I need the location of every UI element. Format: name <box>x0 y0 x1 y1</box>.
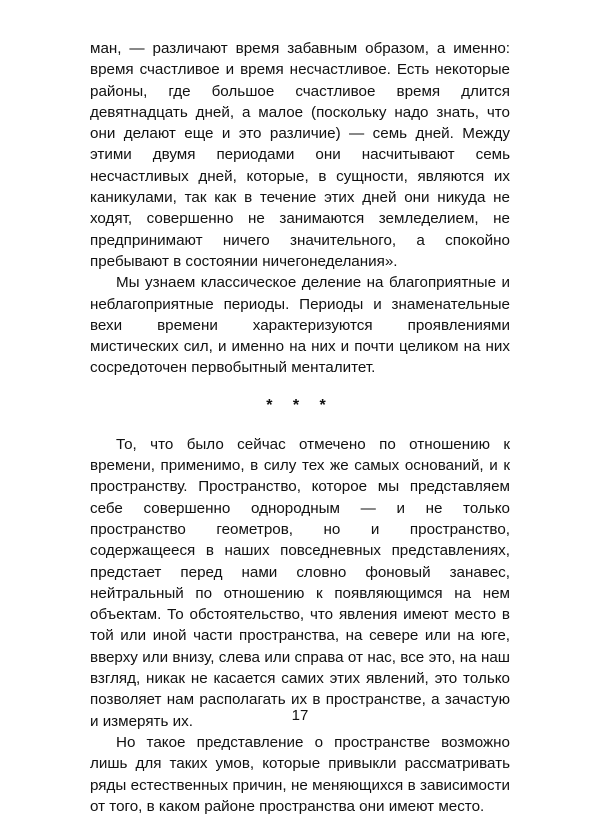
paragraph-continued: ман, — различают время забавным образом, а именно: время счастливое и время несчастливое. Есть некоторые районы, где большое счастливое время длится девятнадцать дней, а малое (поскольку надо знать, что они делают еще и это различие) — семь дней. Между этими двумя периодами они насчитывают семь несчастливых дней, которые, в сущности, являются их каникулами, так как в течение этих дней они никуда не ходят, совершенно не занимаются земледелием, не предпринимают ничего значительного, а спокойно пребывают в состоянии ничегонеделания». <box>90 40 510 270</box>
paragraph: Но такое представление о пространстве возможно лишь для таких умов, которые привыкли рассматривать ряды естественных причин, не меняющихся в зависимости от того, в каком районе пространства они имеют место. <box>90 733 510 815</box>
paragraph: Мы узнаем классическое деление на благоприятные и неблагоприятные периоды. Периоды и знаменательные вехи времени характеризуются проявлениями мистических сил, и именно на них и почти целиком на них сосредоточен первобытный менталитет. <box>90 274 510 377</box>
section-separator: * * * <box>266 396 334 414</box>
page-number: 17 <box>291 707 309 724</box>
book-page <box>90 38 510 817</box>
paragraph: То, что было сейчас отмечено по отношению к времени, применимо, в силу тех же самых оснований, и к пространству. Пространство, которое мы представляем себе совершенно однородным — и не только пространство геометров, но и пространство, содержащееся в наших повседневных представлениях, предстает перед нами словно фоновый занавес, нейтральный по отношению к появляющимся на нем объектам. То обстоятельство, что явления имеют место в той или иной части пространства, на севере или на юге, вверху или внизу, слева или справа от нас, все это, на наш взгляд, никак не касается самих этих явлений, это только позволяет нам располагать их в пространстве, а зачастую и измерять их. <box>90 435 510 730</box>
